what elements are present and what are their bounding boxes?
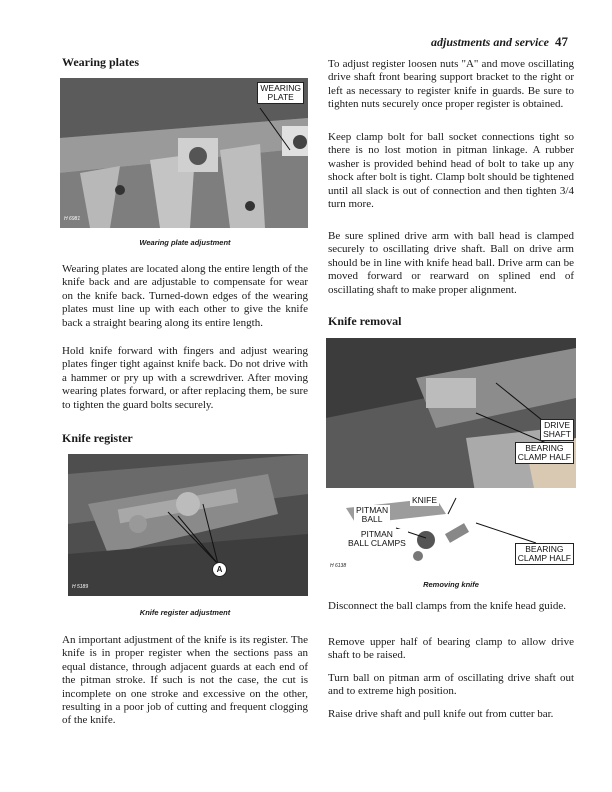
drive-shaft-label: DRIVE SHAFT [540,419,574,441]
left-column [62,0,308,792]
bearing-clamp-half-label: BEARING CLAMP HALF [515,442,574,464]
heading-knife-removal: Knife removal [328,314,402,328]
page-number: 47 [555,34,568,49]
paragraph: Turn ball on pitman arm of oscillating drive shaft out and to extreme high position. [328,672,574,698]
section-title: adjustments and service [430,35,549,49]
paragraph: Raise drive shaft and pull knife out from cutter bar. [328,708,554,720]
figure-caption: Wearing plate adjustment [139,238,231,247]
heading-wearing-plates: Wearing plates [62,55,139,69]
paragraph: Keep clamp bolt for ball socket connections tight so there is no lost motion in pitman linkage. A rubber washer is provided behind head of bolt to take up any shock after bolt is tight. Clamp bolt should be tightened until all slack is out of connection and then tighten 3/4 turn more. [328,131,574,211]
heading-knife-register: Knife register [62,431,133,445]
paragraph: Be sure splined drive arm with ball head is clamped securely to oscillating drive shaft. Ball on drive arm should be in line with knife head ball. Drive arm can be moved forward or rearward on splined end of oscillating shaft to make proper alignment. [328,230,574,296]
bearing-clamp-half-label: BEARING CLAMP HALF [515,543,574,565]
figure-number: H 6138 [330,563,347,569]
figure-number: H 6981 [64,215,81,222]
figure-number: H 5189 [72,583,89,590]
paragraph: An important adjustment of the knife is its register. The knife is in proper register when the sections pass an equal distance, through adjacent guards at each end of the pitman stroke. If such is not the case, the cut is incomplete on one stroke and excessive on the other, resulting in a poor job of cutting and frequent clogging of the knife. [62,634,308,727]
wearing-plate-photo [60,78,308,228]
pitman-ball-clamps-label: PITMAN BALL CLAMPS [348,529,406,548]
knife-label: KNIFE [412,495,438,505]
paragraph: To adjust register loosen nuts "A" and move oscillating drive shaft front bearing support bracket to the right or left as necessary to register knife in guards. Be sure to tighten nuts securely once proper register is obtained. [328,58,574,111]
paragraph: Remove upper half of bearing clamp to allow drive shaft to be raised. [328,636,574,662]
pitman-ball-label: PITMAN BALL [356,505,389,524]
figure-caption: Removing knife [423,580,479,589]
paragraph: Hold knife forward with fingers and adjust wearing plates finger tight against knife back. Do not drive with a hammer or pry up with a screwdriver. After moving wearing plates forward, or after replacing them, be sure to tighten the guard bolts securely. [62,345,308,411]
paragraph: Wearing plates are located along the entire length of the knife back and are adjustable to compensate for wear on the knife back. Turned-down edges of the wearing plates must line up with each other to give the knife back a straight bearing along its entire length. [62,263,308,329]
knife-removal-photo [326,338,576,570]
knife-register-photo [68,454,308,596]
paragraph: Disconnect the ball clamps from the knife head guide. [328,600,566,612]
figure-caption: Knife register adjustment [139,608,231,617]
wearing-plate-label: WEARING PLATE [257,82,304,104]
right-column [328,0,574,792]
register-nut-marker: A [212,562,227,577]
knife-register-illustration [68,454,308,596]
